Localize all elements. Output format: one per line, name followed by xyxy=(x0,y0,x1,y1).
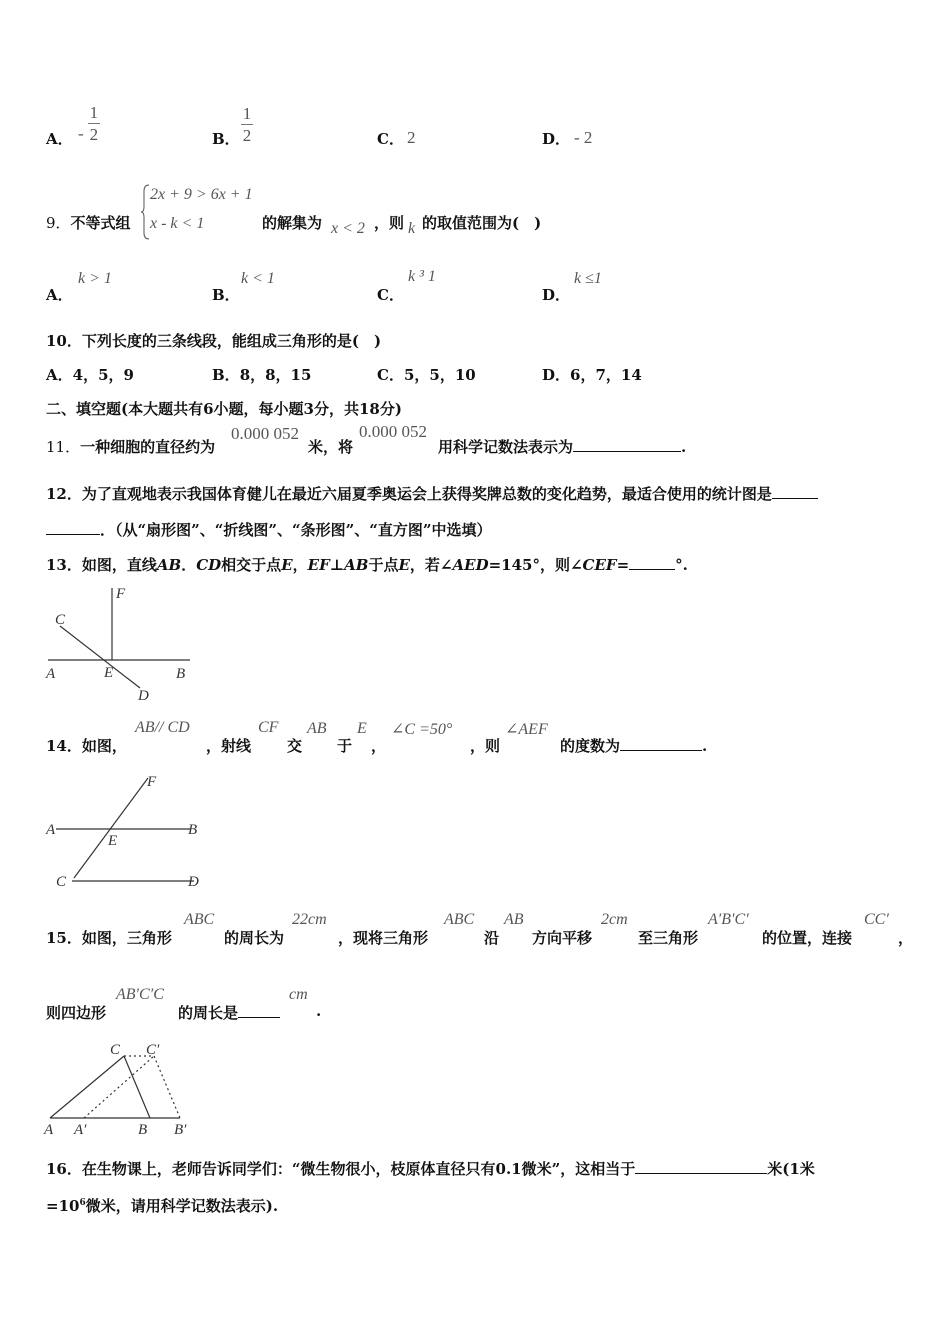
q14-text-5: ，则 xyxy=(470,737,501,755)
q9-option-a: A． xyxy=(46,286,73,304)
q11-text-2: 米，将 xyxy=(308,438,354,456)
q14-ray-cf xyxy=(74,778,148,878)
q15-text-3: 沿 xyxy=(484,929,500,947)
q10-stem: 10．下列长度的三条线段，能组成三角形的是( ) xyxy=(46,332,382,350)
q15-stem: 15．如图，三角形 xyxy=(46,929,172,947)
q15-side-a2c2 xyxy=(84,1056,154,1118)
q9-option-a-value: k > 1 xyxy=(78,270,112,287)
q13-label-e: E xyxy=(104,665,114,681)
q9-option-d-value: k ≤1 xyxy=(574,270,602,287)
q11-value-1: 0.000 052 xyxy=(231,424,299,443)
q15-math-7: CC′ xyxy=(864,911,889,928)
q13-label-c: C xyxy=(55,612,66,628)
q8-option-b-value: $\frac{1}{2}$ xyxy=(242,104,252,145)
q14-math-3: AB xyxy=(307,720,327,737)
q9-inequality-2: x - k < 1 xyxy=(150,215,205,232)
q11-stem: 11．一种细胞的直径约为 xyxy=(46,438,216,456)
q9-mid-text-2: ，则 xyxy=(374,214,405,232)
q15-label-a: A xyxy=(44,1122,54,1138)
q15-math-3: ABC xyxy=(444,911,475,928)
q15-text-5: 至三角形 xyxy=(638,929,699,947)
q9-solution: x < 2 xyxy=(331,220,365,237)
q12-line-1: 12．为了直观地表示我国体育健儿在最近六届夏季奥运会上获得奖牌总数的变化趋势，最适合使用的统计图是 xyxy=(46,483,818,504)
q15-math-2: 22cm xyxy=(292,911,327,928)
q8-option-c: C． xyxy=(377,130,404,148)
q8-option-a-value: - $\frac{1}{2}$ xyxy=(78,103,99,144)
q15-end: . xyxy=(316,1002,322,1020)
q16-line-1: 16．在生物课上，老师告诉同学们：“微生物很小，枝原体直径只有0.1微米”，这相当于 米(1米 xyxy=(46,1160,815,1178)
q14-text-4: ， xyxy=(371,737,387,755)
q12-line-2: ．（从“扇形图”、“折线图”、“条形图”、“直方图”中选填） xyxy=(46,519,492,540)
q8-option-b: B． xyxy=(212,130,240,148)
q13-line-cd xyxy=(60,626,140,688)
q14-text-1: ，射线 xyxy=(206,737,252,755)
q14-math-4: E xyxy=(357,720,367,737)
section-heading: 二、填空题(本大题共有6小题，每小题3分，共18分) xyxy=(46,400,402,418)
q13-label-d: D xyxy=(138,688,149,704)
q12-answer-blank-2[interactable] xyxy=(46,520,100,535)
q15-math-1: ABC xyxy=(184,911,215,928)
q14-label-b: B xyxy=(188,822,198,838)
q9-option-c: C． xyxy=(377,286,404,304)
q14-text-2: 交 xyxy=(287,737,303,755)
q10-option-a: A．4，5，9 xyxy=(46,366,134,384)
q14-answer-blank[interactable] xyxy=(620,736,702,751)
q9-mid-text: 的解集为 xyxy=(262,214,323,232)
q11-value-2: 0.000 052 xyxy=(359,422,427,441)
q13-label-b: B xyxy=(176,666,186,682)
q15-side-ac xyxy=(50,1056,124,1118)
q15-label-b-prime: B′ xyxy=(174,1122,187,1138)
q11-answer-blank[interactable] xyxy=(573,437,681,452)
q15-math-9: cm xyxy=(289,986,308,1003)
q8-option-d: D． xyxy=(542,130,571,148)
q8-option-a: A． xyxy=(46,130,73,148)
q9-stem: 9．不等式组 xyxy=(46,214,131,232)
q15-label-b: B xyxy=(138,1122,148,1138)
q13-label-f: F xyxy=(116,586,126,602)
q15-text-4: 方向平移 xyxy=(532,929,593,947)
q15-text-8: 的周长是 xyxy=(178,1002,280,1023)
q15-text-1: 的周长为 xyxy=(224,929,285,947)
q13-stem: 13．如图，直线AB．CD相交于点E，EF⊥AB于点E，若∠AED=145°，则∠CEF= °. xyxy=(46,556,688,574)
q16-line-2: $=10^6$微米，请用科学记数法表示). xyxy=(46,1197,279,1215)
q15-figure xyxy=(40,1038,200,1140)
q15-math-6: A′B′C′ xyxy=(708,911,749,928)
q12-answer-blank[interactable] xyxy=(772,484,818,499)
q14-text-3: 于 xyxy=(337,737,353,755)
q9-option-d: D． xyxy=(542,286,571,304)
q14-math-5: ∠C =50° xyxy=(391,721,453,738)
q15-line-2: 则四边形 xyxy=(46,1004,107,1022)
q10-option-b: B．8，8，15 xyxy=(212,366,312,384)
q15-math-4: AB xyxy=(504,911,524,928)
q14-figure xyxy=(40,770,210,892)
q14-math-1: AB// CD xyxy=(135,719,190,736)
q9-suffix: 的取值范围为( ) xyxy=(422,214,542,232)
q15-answer-blank[interactable] xyxy=(238,1003,280,1018)
q14-label-e: E xyxy=(108,833,118,849)
q15-text-6: 的位置，连接 xyxy=(762,929,853,947)
q10-option-d: D．6，7，14 xyxy=(542,366,642,384)
q9-var: k xyxy=(408,220,416,237)
q14-label-f: F xyxy=(147,774,157,790)
q14-text-6: 的度数为 . xyxy=(560,737,708,755)
q13-figure xyxy=(40,584,200,706)
q14-math-6: ∠AEF xyxy=(505,721,548,738)
q13-answer-blank[interactable] xyxy=(629,555,675,570)
q11-text-3: 用科学记数法表示为 . xyxy=(438,438,687,456)
q8-option-c-value: 2 xyxy=(407,128,416,147)
q9-inequality-1: 2x + 9 > 6x + 1 xyxy=(150,186,253,203)
q15-label-c-prime: C′ xyxy=(146,1042,160,1058)
q15-label-a-prime: A′ xyxy=(74,1122,87,1138)
q9-option-c-value: k ³ 1 xyxy=(408,268,436,285)
q15-math-8: AB′C′C xyxy=(116,986,164,1003)
q13-label-a: A xyxy=(46,666,56,682)
q10-option-c: C．5，5，10 xyxy=(377,366,476,384)
q9-option-b-value: k < 1 xyxy=(241,270,275,287)
q16-answer-blank[interactable] xyxy=(635,1159,767,1174)
q15-side-c2b2 xyxy=(154,1056,180,1118)
q15-text-7: ， xyxy=(898,929,914,947)
q15-label-c: C xyxy=(110,1042,121,1058)
q14-label-c: C xyxy=(56,874,67,890)
q9-option-b: B． xyxy=(212,286,240,304)
q14-stem: 14．如图， xyxy=(46,737,127,755)
q15-math-5: 2cm xyxy=(601,911,628,928)
q14-label-d: D xyxy=(188,874,199,890)
q15-text-2: ，现将三角形 xyxy=(338,929,429,947)
q14-math-2: CF xyxy=(258,719,279,736)
q8-option-d-value: - 2 xyxy=(574,128,593,147)
q14-label-a: A xyxy=(46,822,56,838)
q15-side-cb xyxy=(124,1056,150,1118)
